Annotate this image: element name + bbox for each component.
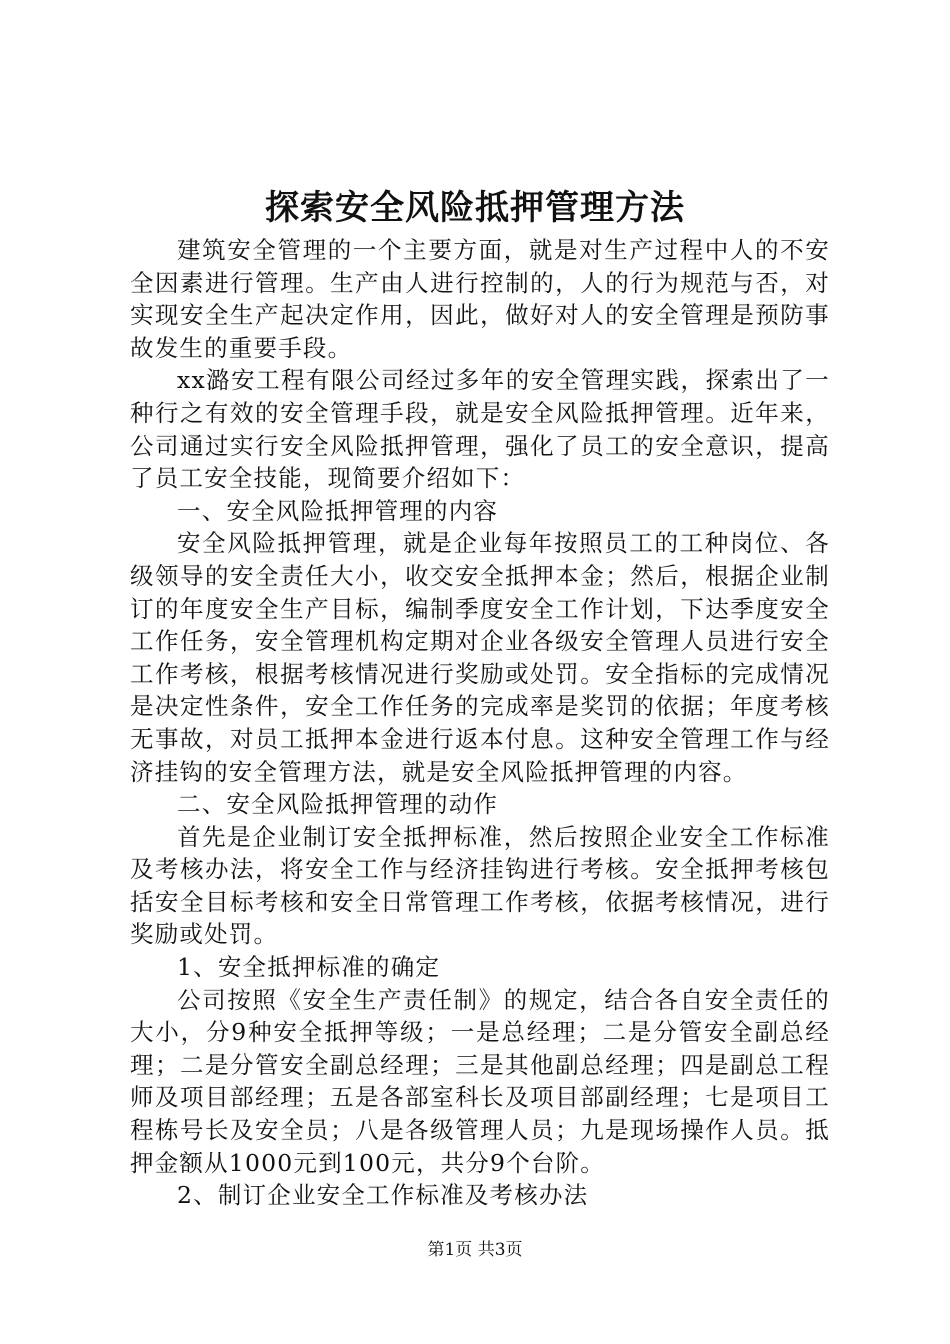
- paragraph-company: xx潞安工程有限公司经过多年的安全管理实践，探索出了一种行之有效的安全管理手段，就是安全风险抵押管理。近年来，公司通过实行安全风险抵押管理，强化了员工的安全意识，提高了员工安全技能，现简要介绍如下：: [130, 366, 830, 493]
- page-footer: 第1页 共3页: [427, 1240, 523, 1260]
- section-heading-2: 二、安全风险抵押管理的动作: [177, 790, 499, 819]
- document-title: 探索安全风险抵押管理方法: [265, 188, 685, 228]
- paragraph-action: 首先是企业制订安全抵押标准，然后按照企业安全工作标准及考核办法，将安全工作与经济挂钩进行考核。安全抵押考核包括安全目标考核和安全日常管理工作考核，依据考核情况，进行奖励或处罚。: [130, 822, 830, 949]
- paragraph-standard: 公司按照《安全生产责任制》的规定，结合各自安全责任的大小，分9种安全抵押等级；一是总经理；二是分管安全副总经理；二是分管安全副总经理；三是其他副总经理；四是副总工程师及项目部经理；五是各部室科长及项目部副经理；七是项目工程栋号长及安全员；八是各级管理人员；九是现场操作人员。抵押金额从1000元到100元，共分9个台阶。: [130, 985, 830, 1177]
- section-heading-1: 一、安全风险抵押管理的内容: [177, 496, 499, 525]
- document-body: [130, 234, 830, 1212]
- paragraph-content: 安全风险抵押管理，就是企业每年按照员工的工种岗位、各级领导的安全责任大小，收交安全抵押本金；然后，根据企业制订的年度安全生产目标，编制季度安全工作计划，下达季度安全工作任务，安全管理机构定期对企业各级安全管理人员进行安全工作考核，根据考核情况进行奖励或处罚。安全指标的完成情况是决定性条件，安全工作任务的完成率是奖罚的依据；年度考核无事故，对员工抵押本金进行返本付息。这种安全管理工作与经济挂钩的安全管理方法，就是安全风险抵押管理的内容。: [130, 529, 830, 786]
- subsection-heading-1: 1、安全抵押标准的确定: [177, 953, 441, 982]
- paragraph-intro: 建筑安全管理的一个主要方面，就是对生产过程中人的不安全因素进行管理。生产由人进行控制的，人的行为规范与否，对实现安全生产起决定作用，因此，做好对人的安全管理是预防事故发生的重要手段。: [130, 236, 830, 362]
- subsection-heading-2: 2、制订企业安全工作标准及考核办法: [177, 1181, 589, 1210]
